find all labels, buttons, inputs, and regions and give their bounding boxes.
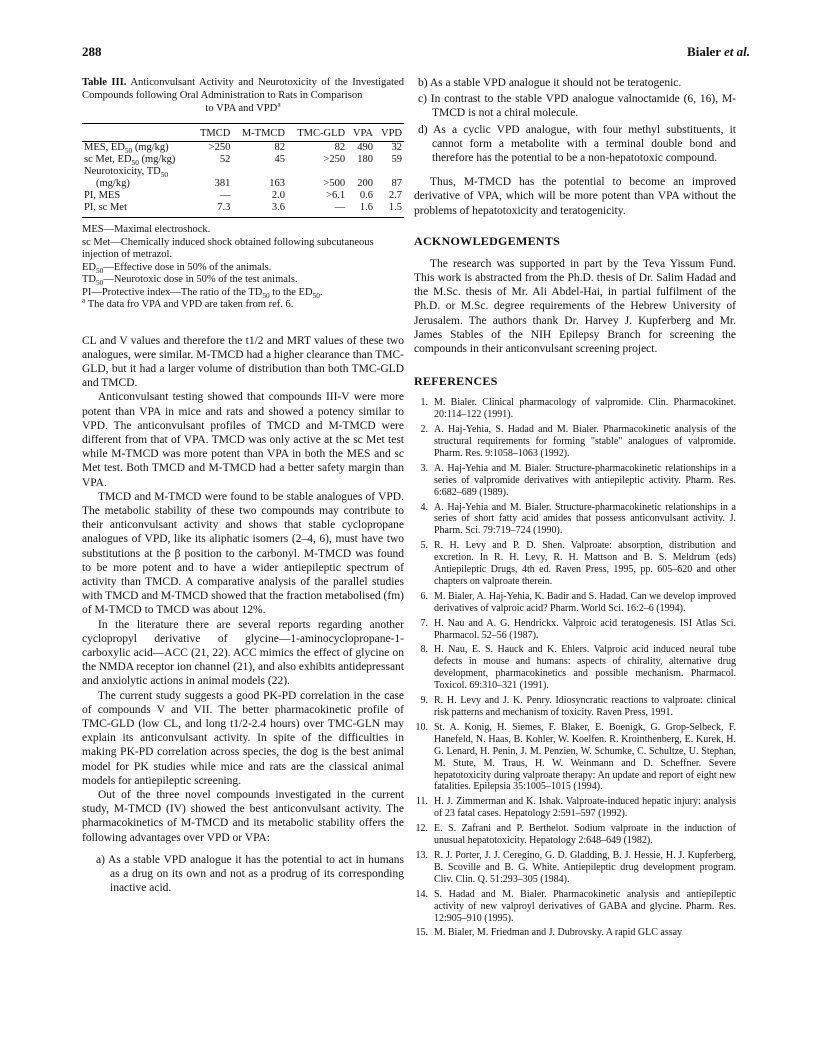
conclusion-paragraph: Thus, M-TMCD has the potential to become an improved derivative of VPA, which will be more potent than VPA without the problems of hepatotoxicity and teratogenicity. <box>414 176 736 217</box>
advantage-item: a) As a stable VPD analogue it has the potential to act in humans as a drug on its own and not as a prodrug of its corresponding inactive acid. <box>96 853 404 895</box>
table-col-header: TMC-GLD <box>287 124 347 142</box>
reference-item: 14. S. Hadad and M. Bialer. Pharmacokinetic analysis and antiepileptic activity of new valproyl derivatives of GABA and glycine. Pharm. Res. 12:905–910 (1995). <box>415 888 736 924</box>
results-table <box>82 123 404 218</box>
table-col-header: VPA <box>347 124 375 142</box>
table-cell: 490 <box>357 142 373 153</box>
table-cell <box>287 166 347 178</box>
table-note: $^a$ The data fro VPA and VPD are taken from ref. 6. <box>82 295 294 310</box>
running-author: Bialer <box>687 44 721 59</box>
table-cell: >250 <box>208 142 231 153</box>
table-row <box>82 178 404 190</box>
table-row <box>82 166 404 178</box>
left-body-text <box>82 334 404 845</box>
table-cell: 2.0 <box>271 190 285 201</box>
row-label: (mg/kg) <box>96 178 130 189</box>
advantages-list-a <box>82 853 404 896</box>
table-cell: 1.5 <box>375 202 404 218</box>
right-column <box>414 76 736 942</box>
table-col-header <box>82 124 193 142</box>
table-cell: 0.6 <box>359 190 373 201</box>
page-number: 288 <box>82 44 102 59</box>
table-row <box>82 190 404 202</box>
table-cell: 381 <box>214 178 231 189</box>
advantage-item: c) In contrast to the stable VPD analogue valnoctamide (6, 16), M-TMCD is not a chiral molecule. <box>418 93 736 120</box>
table-cell: 7.3 <box>193 202 233 218</box>
left-column <box>82 76 404 897</box>
reference-item: 15. M. Bialer, M. Friedman and J. Dubrovsky. A rapid GLC assay <box>415 927 683 939</box>
table-cell <box>193 166 233 178</box>
reference-item: 2. A. Haj-Yehia, S. Hadad and M. Bialer. Pharmacokinetic analysis of the structural requirements for forming "stable" analogues of valpromide. Pharm. Res. 9:1058–1063 (1992). <box>420 424 736 459</box>
reference-item: 10. St. A. Konig, H. Siemes, F. Blaker, E. Boenigk, G. Grop-Selbeck, F. Hanefeld, N. Haas, B. Kohler, W. Koelfen. R. Krointhenberg, E. Kurek, H. G. Lenard, H. Penin, J. M. Penzien, W. Schumke, C. Schultze, U. Stephan, M. Stute, M. Traus, H. W. Weinmann and D. Scheffner. Severe hepatotoxicity during valproate therapy: An update and report of eight new fatalities. Epilepsia 35:1005–1015 (1994). <box>415 721 736 793</box>
table-row <box>82 154 404 166</box>
reference-item: 1. M. Bialer. Clinical pharmacology of valpromide. Clin. Pharmacokinet. 20:114–122 (1991). <box>420 397 736 421</box>
row-label: sc Met, $ED_{50}$ (mg/kg) <box>84 154 176 168</box>
table-cell: 45 <box>274 154 285 165</box>
table-cell: >250 <box>323 154 346 165</box>
table-col-header: TMCD <box>193 124 233 142</box>
table-cell: 163 <box>269 178 285 189</box>
reference-item: 11. H. J. Zimmerman and K. Ishak. Valproate-induced hepatic injury: analysis of 23 fatal cases. Hepatology 2:591–597 (1992). <box>415 796 736 820</box>
acknowledgements-heading: ACKNOWLEDGEMENTS <box>414 233 561 248</box>
reference-item: 6. M. Bialer, A. Haj-Yehia, K. Badir and S. Hadad. Can we develop improved derivatives of valproic acid? Pharm. World Sci. 16:2–6 (1994). <box>420 590 736 614</box>
running-etal: et al. <box>724 44 750 59</box>
advantage-item: d) As a cyclic VPD analogue, with four methyl substituents, it cannot form a metabolite with a terminal double bond and therefore has the potential to be a non-hepatotoxic compound. <box>418 123 736 165</box>
table-cell: >6.1 <box>326 190 346 201</box>
table-cell: 2.7 <box>388 190 402 201</box>
reference-item: 9. R. H. Levy and J. K. Penry. Idiosyncratic reactions to valproate: clinical risk patterns and mechanism of toxicity. Raven Press, 1991. <box>420 695 736 718</box>
body-paragraph: Anticonvulsant testing showed that compounds III-V were more potent than VPA in mice and rats and showed a potency similar to VPD. The anticonvulsant profiles of TMCD and M-TMCD were different from that of VPA. TMCD was only active at the sc Met test while M-TMCD was more potent than VPA in both the MES and sc Met test. Both TMCD and M-TMCD had a better safety margin than VPA. <box>82 391 404 489</box>
reference-item: 5. R. H. Levy and P. D. Shen. Valproate: absorption, distribution and excretion. In R. H. Levy, R. H. Mattson and B. S. Meldrum (eds) Antiepileptic Drugs, 4th ed. Raven Press, 1995, pp. 605–620 and other chapters on valproate therein. <box>420 540 736 587</box>
body-paragraph: The current study suggests a good PK-PD correlation in the case of compounds V and VII. The better pharmacokinetic profile of TMC-GLD (low CL, and long t1/2-2.4 hours) over TMC-GLN may explain its anticonvulsant activity. In spite of the difficulties in making PK-PD correlation across species, the dog is the best animal model for PK studies while mice and rats are the classical animal models for antiepileptic screening. <box>82 689 404 787</box>
body-paragraph: TMCD and M-TMCD were found to be stable analogues of VPD. The metabolic stability of these two compounds may contribute to their anticonvulsant activity and shows that stable cyclopropane analogues of VPD, like its aliphatic isomers (2–4, 6), must have two substitutions at the β position to the carbonyl. M-TMCD was found to be more potent and to have a wider antiepileptic spectrum of activity than TMCD. A comparative analysis of the parallel studies with TMCD and M-TMCD showed that the fraction metabolised (fm) of M-TMCD to TMCD was about 12%. <box>82 490 404 617</box>
references-heading: REFERENCES <box>414 374 498 389</box>
row-label: PI, sc Met <box>82 202 193 218</box>
table-note: $ED_{50}—Effective$ dose in 50% of the animals. <box>82 261 272 275</box>
table-caption-end: to VPA and VPD$^a$ <box>205 99 281 114</box>
table-note: MES—Maximal electroshock. <box>82 224 211 235</box>
row-label: Neurotoxicity, $TD_{50}$ <box>84 166 169 180</box>
table-row <box>82 142 404 155</box>
reference-item: 3. A. Haj-Yehia and M. Bialer. Structure-pharmacokinetic relationships in a series of valpromide derivatives with antiepileptic activity. Pharm. Res. 6:682–689 (1989). <box>420 462 736 498</box>
table-cell: — <box>287 202 347 218</box>
table-cell: >500 <box>323 178 346 189</box>
table-cell: 82 <box>274 142 285 153</box>
table-cell: 3.6 <box>232 202 287 218</box>
body-paragraph: Out of the three novel compounds investigated in the current study, M-TMCD (IV) showed the best anticonvulsant activity. The pharmacokinetics of M-TMCD and its metabolic stability offers the following advantages over VPD or VPA: <box>82 789 404 844</box>
table-cell: 1.6 <box>347 202 375 218</box>
table-col-header: VPD <box>375 124 404 142</box>
table-col-header: M-TMCD <box>232 124 287 142</box>
table-notes <box>82 224 404 312</box>
table-cell: 82 <box>334 142 346 153</box>
table-cell: 32 <box>391 142 402 153</box>
references-list <box>414 397 736 939</box>
table-cell <box>375 166 404 178</box>
advantages-list-b-d <box>414 76 736 165</box>
body-paragraph: In the literature there are several reports regarding another cyclopropyl derivative of glycine—1-aminocyclopropane-1-carboxylic acid—ACC (21, 22). ACC mimics the effect of glycine on the NMDA receptor ion channel (21), and also exhibits antidepressant and anxiolytic actions in animal models (22). <box>82 618 404 688</box>
table-cell: — <box>219 190 231 201</box>
reference-item: 4. A. Haj-Yehia and M. Bialer. Structure-pharmacokinetic relationships in a series of short fatty acid amides that possess anticonvulsant activity. J. Pharm. Sci. 79:719–724 (1990). <box>420 501 736 537</box>
acknowledgements-text: The research was supported in part by the Teva Yissum Fund. This work is abstracted from the Ph.D. thesis of Dr. Salim Hadad and the M.Sc. thesis of Mr. Ali Abdel-Hai, in partial fulfilment of the Ph.D. or M.Sc. degree requirements of the Hebrew University of Jerusalem. The authors thank Dr. Harvey J. Kupferberg and Mr. James Stables of the NIH Epilepsy Branch for screening the compounds in their anticonvulsant screening project. <box>414 257 736 356</box>
reference-item: 8. H. Nau, E. S. Hauck and K. Ehlers. Valproic acid induced neural tube defects in mouse and humans: aspects of chirality, alternative drug development, pharmacokinetics and possible mechanism. Pharmacol. Toxicol. 69:310–321 (1991). <box>420 644 736 692</box>
running-head <box>687 44 750 60</box>
body-paragraph: CL and V values and therefore the t1/2 and MRT values of these two analogues, were similar. M-TMCD had a higher clearance than TMC-GLD, but it had a larger volume of distribution than both TMC-GLD and TMCD. <box>82 334 404 390</box>
table-cell <box>232 166 287 178</box>
table-cell: 200 <box>357 178 373 189</box>
table-cell: 180 <box>357 154 373 165</box>
reference-item: 13. R. J. Porter, J. J. Cereginо, G. D. Gladding, B. J. Hessie, H. J. Kupferberg, B. Scoville and B. G. White. Antiepileptic drug development program. Cliv. Clin. Q. 51:293–305 (1984). <box>415 849 736 885</box>
table-caption-main: Anticonvulsant Activity and Neurotoxicity of the Investigated Compounds following Oral Administration to Rats in Comparison <box>82 77 404 101</box>
table-cell: 59 <box>391 154 402 165</box>
table-note: sc Met—Chemically induced shock obtained following subcutaneous injection of metrazol. <box>82 236 374 260</box>
table-label: Table III. <box>82 77 127 88</box>
table-row <box>82 202 404 218</box>
advantage-item: b) As a stable VPD analogue it should not be teratogenic. <box>418 77 682 89</box>
table-note: PI—Protective index—The ratio of the $TD_{50}$ to the $ED_{50}$. <box>82 286 323 300</box>
table-note: $TD_{50}—Neurotoxic$ dose in 50% of the test animals. <box>82 274 298 288</box>
row-label: PI, MES <box>84 190 121 201</box>
reference-item: 12. E. S. Zafrani and P. Berthelot. Sodium valproate in the induction of unusual hepatotoxicity. Hepatology 2:648–649 (1982). <box>415 823 736 847</box>
table-cell <box>347 166 375 178</box>
reference-item: 7. H. Nau and A. G. Hendrickx. Valproic acid teratogenesis. ISI Atlas Sci. Pharmacol. 52–56 (1987). <box>420 617 736 641</box>
table-caption <box>82 76 404 115</box>
table-cell: 52 <box>219 154 231 165</box>
row-label: MES, $ED_{50}$ (mg/kg) <box>84 142 169 156</box>
table-cell: 87 <box>391 178 402 189</box>
